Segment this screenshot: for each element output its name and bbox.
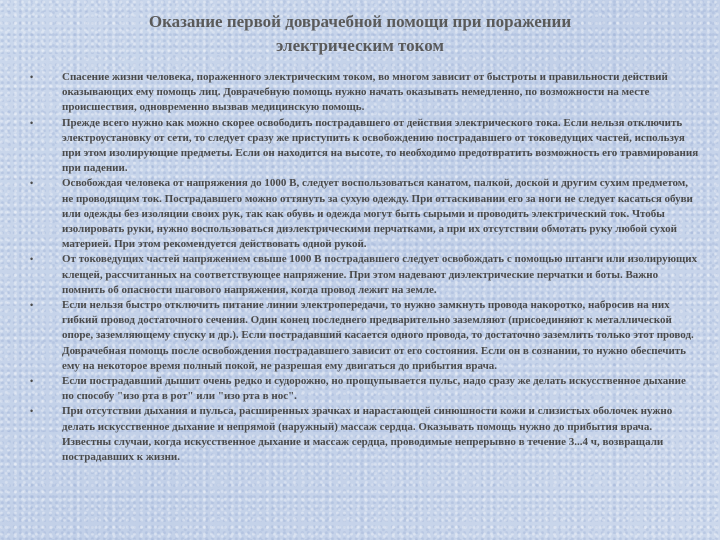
bullet-text: От токоведущих частей напряжением свыше 1000 В пострадавшего следует освобождать с помощью штанги или изолирующих клещей, рассчитанных на соответствующее напряжение. При этом надевают диэлектрические перчатки и боты. Важно помнить об опасности шагового напряжения, когда провод лежит на земле. [62,253,698,296]
bullet-item-7 [24,404,700,465]
bullet-icon: • [30,178,34,189]
bullet-icon: • [30,72,34,82]
bullet-item-3 [24,176,700,252]
slide-title [60,10,660,58]
bullet-text: При отсутствии дыхания и пульса, расширенных зрачках и нарастающей синюшности кожи и слизистых оболочек нужно делать искусственное дыхание и непрямой (наружный) массаж сердца. Оказывать помощь нужно до прибытия врача. Известны случаи, когда искусственное дыхание и массаж сердца, проводимые непрерывно в течение 3...4 ч, возвращали пострадавших к жизни. [62,405,673,464]
bullet-item-2 [24,116,700,177]
slide-title-line-1: Оказание первой доврачебной помощи при поражении [148,12,572,31]
bullet-text: Если пострадавший дышит очень редко и судорожно, но прощупывается пульс, надо сразу же делать искусственное дыхание по способу "изо рта в рот" или "изо рта в нос". [62,375,686,403]
bullet-icon: • [30,376,34,387]
bullet-text: Освобождая человека от напряжения до 1000 В, следует воспользоваться канатом, палкой, доской и другим сухим предметом, не проводящим ток. Пострадавшего можно оттянуть за сухую одежду. При оттаскивании его за ноги не следует касаться обуви или одежды без изоляции своих рук, так как обувь и одежда могут быть сырыми и проводить электрический ток. Чтобы изолировать руки, нужно воспользоваться диэлектрическими перчатками, а при их отсутствии обмотать руку любой сухой материей. При этом рекомендуется действовать одной рукой. [62,177,693,251]
bullet-item-4 [24,252,700,298]
bullet-icon: • [30,406,34,417]
bullet-icon: • [30,117,34,128]
bullet-list [24,70,700,465]
bullet-item-1 [24,70,700,116]
bullet-text: Если нельзя быстро отключить питание линии электропередачи, то нужно замкнуть провода накоротко, набросив на них гибкий провод достаточного сечения. Один конец последнего предварительно заземляют (присоединяют к металлической опоре, заземляющему спуску и др.). Если пострадавший касается одного провода, то достаточно заземлить только этот провод. Доврачебная помощь после освобождения пострадавшего зависит от его состояния. Если он в сознании, то нужно обеспечить ему на некоторое время полный покой, не разрешая ему двигаться до прибытия врача. [62,299,694,372]
bullet-item-6 [24,374,700,404]
slide-title-line-2: электрическим током [276,36,444,55]
bullet-text: Прежде всего нужно как можно скорее освободить пострадавшего от действия электрического тока. Если нельзя отключить электроустановку от сети, то следует сразу же приступить к освобождению пострадавшего от токоведущих частей, используя при этом изолирующие предметы. Если он находится на высоте, то необходимо предотвратить возможность его травмирования при падении. [62,116,699,175]
bullet-icon: • [30,254,34,265]
bullet-item-5 [24,298,700,374]
bullet-icon: • [30,300,34,311]
bullet-text: Спасение жизни человека, пораженного электрическим током, во многом зависит от быстроты и правильности действий оказывающих ему помощь лиц. Доврачебную помощь нужно начать оказывать немедленно, по возможности на месте происшествия, одновременно вызвав медицинскую помощь. [62,71,668,114]
